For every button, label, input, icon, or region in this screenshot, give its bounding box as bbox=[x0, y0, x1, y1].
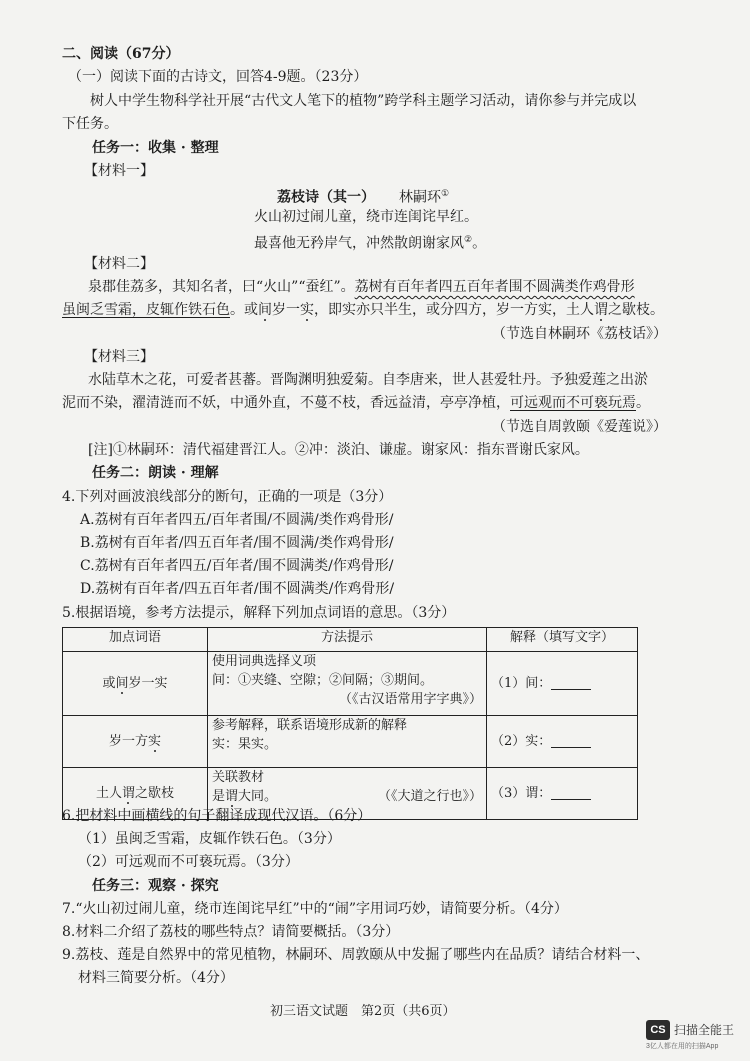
text: 使用词典选择义项 bbox=[212, 654, 317, 669]
table-cell-hint bbox=[208, 716, 487, 768]
dotted-word-shi: 实 bbox=[300, 302, 314, 318]
q4-option-a: A.荔树有百年者四五/百年者围/不圆满/类作鸡骨形/ bbox=[80, 512, 394, 528]
text: （2）实： bbox=[491, 734, 552, 749]
task2-title: 任务二：朗读 · 理解 bbox=[92, 465, 219, 481]
material1-label: 【材料一】 bbox=[84, 163, 154, 179]
text: （《大道之行也》） bbox=[377, 789, 482, 804]
material3-line-2 bbox=[62, 393, 650, 413]
answer-blank-1[interactable] bbox=[551, 677, 591, 690]
dotted-word-wei: 谓 bbox=[594, 302, 608, 318]
material3-source: （节选自周敦颐《爱莲说》） bbox=[492, 419, 667, 435]
wavy-underlined-text: 荔树有百年者四五百年者围不圆满类作鸡骨形 bbox=[354, 279, 635, 295]
text: （1）间： bbox=[491, 676, 552, 691]
table-cell-hint bbox=[208, 652, 487, 716]
text: 间：①夹缝、空隙；②间隔；③期间。 bbox=[212, 673, 434, 688]
question-7: 7.“火山初过闹儿童，绕市连闺诧早红”中的“闹”字用词巧妙，请简要分析。（4分） bbox=[62, 901, 568, 917]
text: 参考解释，联系语境形成新的解释 bbox=[212, 718, 408, 733]
text: 岁一 bbox=[272, 302, 300, 318]
poem-line-1: 火山初过闹儿童，绕市连闺诧早红。 bbox=[254, 209, 478, 225]
material3-line-1: 水陆草木之花，可爱者甚蕃。晋陶渊明独爱菊。自李唐来，世人甚爱牡丹。予独爱莲之出淤 bbox=[88, 372, 648, 388]
text: 或 bbox=[102, 676, 116, 691]
text: 间 bbox=[115, 676, 129, 691]
intro-line-1: 树人中学生物科学社开展“古代文人笔下的植物”跨学科主题学习活动，请你参与并完成以 bbox=[90, 93, 637, 109]
question-8: 8.材料二介绍了荔枝的哪些特点？请简要概括。（3分） bbox=[62, 924, 400, 940]
question-6-1: （1）虽闽乏雪霜，皮辄作铁石色。（3分） bbox=[78, 831, 341, 847]
table-cell-word bbox=[63, 716, 208, 768]
material2-line-1 bbox=[88, 277, 635, 297]
text: 土人 bbox=[95, 786, 122, 801]
table-cell-word bbox=[63, 652, 208, 716]
text: 实 bbox=[148, 734, 162, 749]
answer-blank-2[interactable] bbox=[551, 735, 591, 748]
question-5: 5.根据语境，参考方法提示，解释下列加点词语的意思。（3分） bbox=[62, 605, 456, 621]
underlined-sentence-1: 虽闽乏雪霜，皮辄作铁石色 bbox=[62, 302, 230, 318]
q4-option-b: B.荔树有百年者/四五百年者/围不圆满/类作鸡骨形/ bbox=[80, 535, 394, 551]
scanner-name: 扫描全能王 bbox=[674, 1023, 735, 1037]
material3-label: 【材料三】 bbox=[84, 349, 154, 365]
table-cell-answer bbox=[487, 652, 638, 716]
poem-title: 荔枝诗（其一） bbox=[277, 189, 375, 206]
text: 关联教材 bbox=[212, 770, 265, 785]
text: （《古汉语常用字字典》） bbox=[338, 692, 482, 707]
dotted-word-jian: 间 bbox=[258, 302, 272, 318]
part-heading: （一）阅读下面的古诗文，回答4-9题。（23分） bbox=[68, 69, 368, 85]
table-row bbox=[63, 652, 638, 716]
table-header: 方法提示 bbox=[208, 628, 487, 652]
intro-line-2: 下任务。 bbox=[62, 116, 118, 132]
scanner-watermark bbox=[642, 1018, 742, 1054]
poem-author: 林嗣环 bbox=[399, 189, 441, 206]
table-cell-answer bbox=[487, 716, 638, 768]
vocab-table bbox=[62, 627, 638, 820]
poem-title-line bbox=[277, 184, 449, 208]
question-6: 6.把材料中画横线的句子翻译成现代汉语。（6分） bbox=[62, 808, 372, 824]
text: 泥而不染，濯清涟而不妖，中通外直，不蔓不枝，香远益清，亭亭净植， bbox=[62, 395, 510, 411]
section-heading: 二、阅读（67分） bbox=[62, 46, 180, 62]
poem-line-2-mark: ② bbox=[464, 235, 473, 245]
text: （3）谓： bbox=[491, 786, 552, 801]
answer-blank-3[interactable] bbox=[551, 787, 591, 800]
annotation-note: [注]①林嗣环：清代福建晋江人。②冲：淡泊、谦虚。谢家风：指东晋谢氏家风。 bbox=[88, 442, 589, 458]
scanner-logo-icon: CS bbox=[646, 1020, 670, 1040]
q4-option-c: C.荔树有百年者四五/百年者/围不圆满类/作鸡骨形/ bbox=[80, 558, 394, 574]
table-header: 加点词语 bbox=[63, 628, 208, 652]
text: 实：果实。 bbox=[212, 737, 278, 752]
question-4: 4.下列对画波浪线部分的断句，正确的一项是（3分） bbox=[62, 489, 393, 505]
text: 谓 bbox=[121, 786, 135, 801]
q4-option-d: D.荔树有百年者/四五百年者/围不圆满类/作鸡骨形/ bbox=[80, 581, 395, 597]
question-6-2: （2）可远观而不可亵玩焉。（3分） bbox=[78, 854, 299, 870]
material2-source: （节选自林嗣环《荔枝话》） bbox=[492, 326, 667, 342]
poem-line-2-end: 。 bbox=[472, 235, 487, 252]
table-cell-answer bbox=[487, 768, 638, 820]
text: 。或 bbox=[230, 302, 258, 318]
poem-line-2-text: 最喜他无矜岸气，冲然散朗谢家风 bbox=[254, 235, 464, 252]
text: 岁一实 bbox=[128, 676, 168, 691]
text: 是 bbox=[212, 789, 226, 804]
material2-text-a: 泉郡佳荔多，其知名者，曰“火山”“蚕红”。 bbox=[88, 279, 355, 295]
table-header-row bbox=[63, 628, 638, 652]
table-row bbox=[63, 716, 638, 768]
task3-title: 任务三：观察 · 探究 bbox=[92, 878, 219, 894]
underlined-sentence-2: 可远观而不可亵玩焉 bbox=[510, 395, 636, 411]
text: 。 bbox=[636, 395, 650, 411]
question-9-line-1: 9.荔枝、莲是自然界中的常见植物，林嗣环、周敦颐从中发掘了哪些内在品质？请结合材料一、 bbox=[62, 947, 650, 963]
scanner-tagline: 3亿人都在用的扫描App bbox=[646, 1043, 719, 1050]
material2-line-2 bbox=[62, 300, 664, 320]
poem-note-mark: ① bbox=[441, 189, 450, 199]
text: 之歇枝。 bbox=[608, 302, 664, 318]
page-footer: 初三语文试题 第2页（共6页） bbox=[270, 1004, 456, 1019]
task1-title: 任务一：收集 · 整理 bbox=[92, 140, 219, 156]
text: 岁一方 bbox=[108, 734, 148, 749]
question-9-line-2: 材料三简要分析。（4分） bbox=[78, 970, 234, 986]
table-header: 解释（填写文字） bbox=[487, 628, 638, 652]
text: 谓 bbox=[225, 789, 239, 804]
text: 之歇枝 bbox=[135, 786, 175, 801]
material2-label: 【材料二】 bbox=[84, 256, 154, 272]
poem-line-2 bbox=[254, 230, 486, 254]
text: ，即实亦只半生，或分四方，岁一方实，土人 bbox=[314, 302, 594, 318]
text: 大同。 bbox=[238, 789, 278, 804]
